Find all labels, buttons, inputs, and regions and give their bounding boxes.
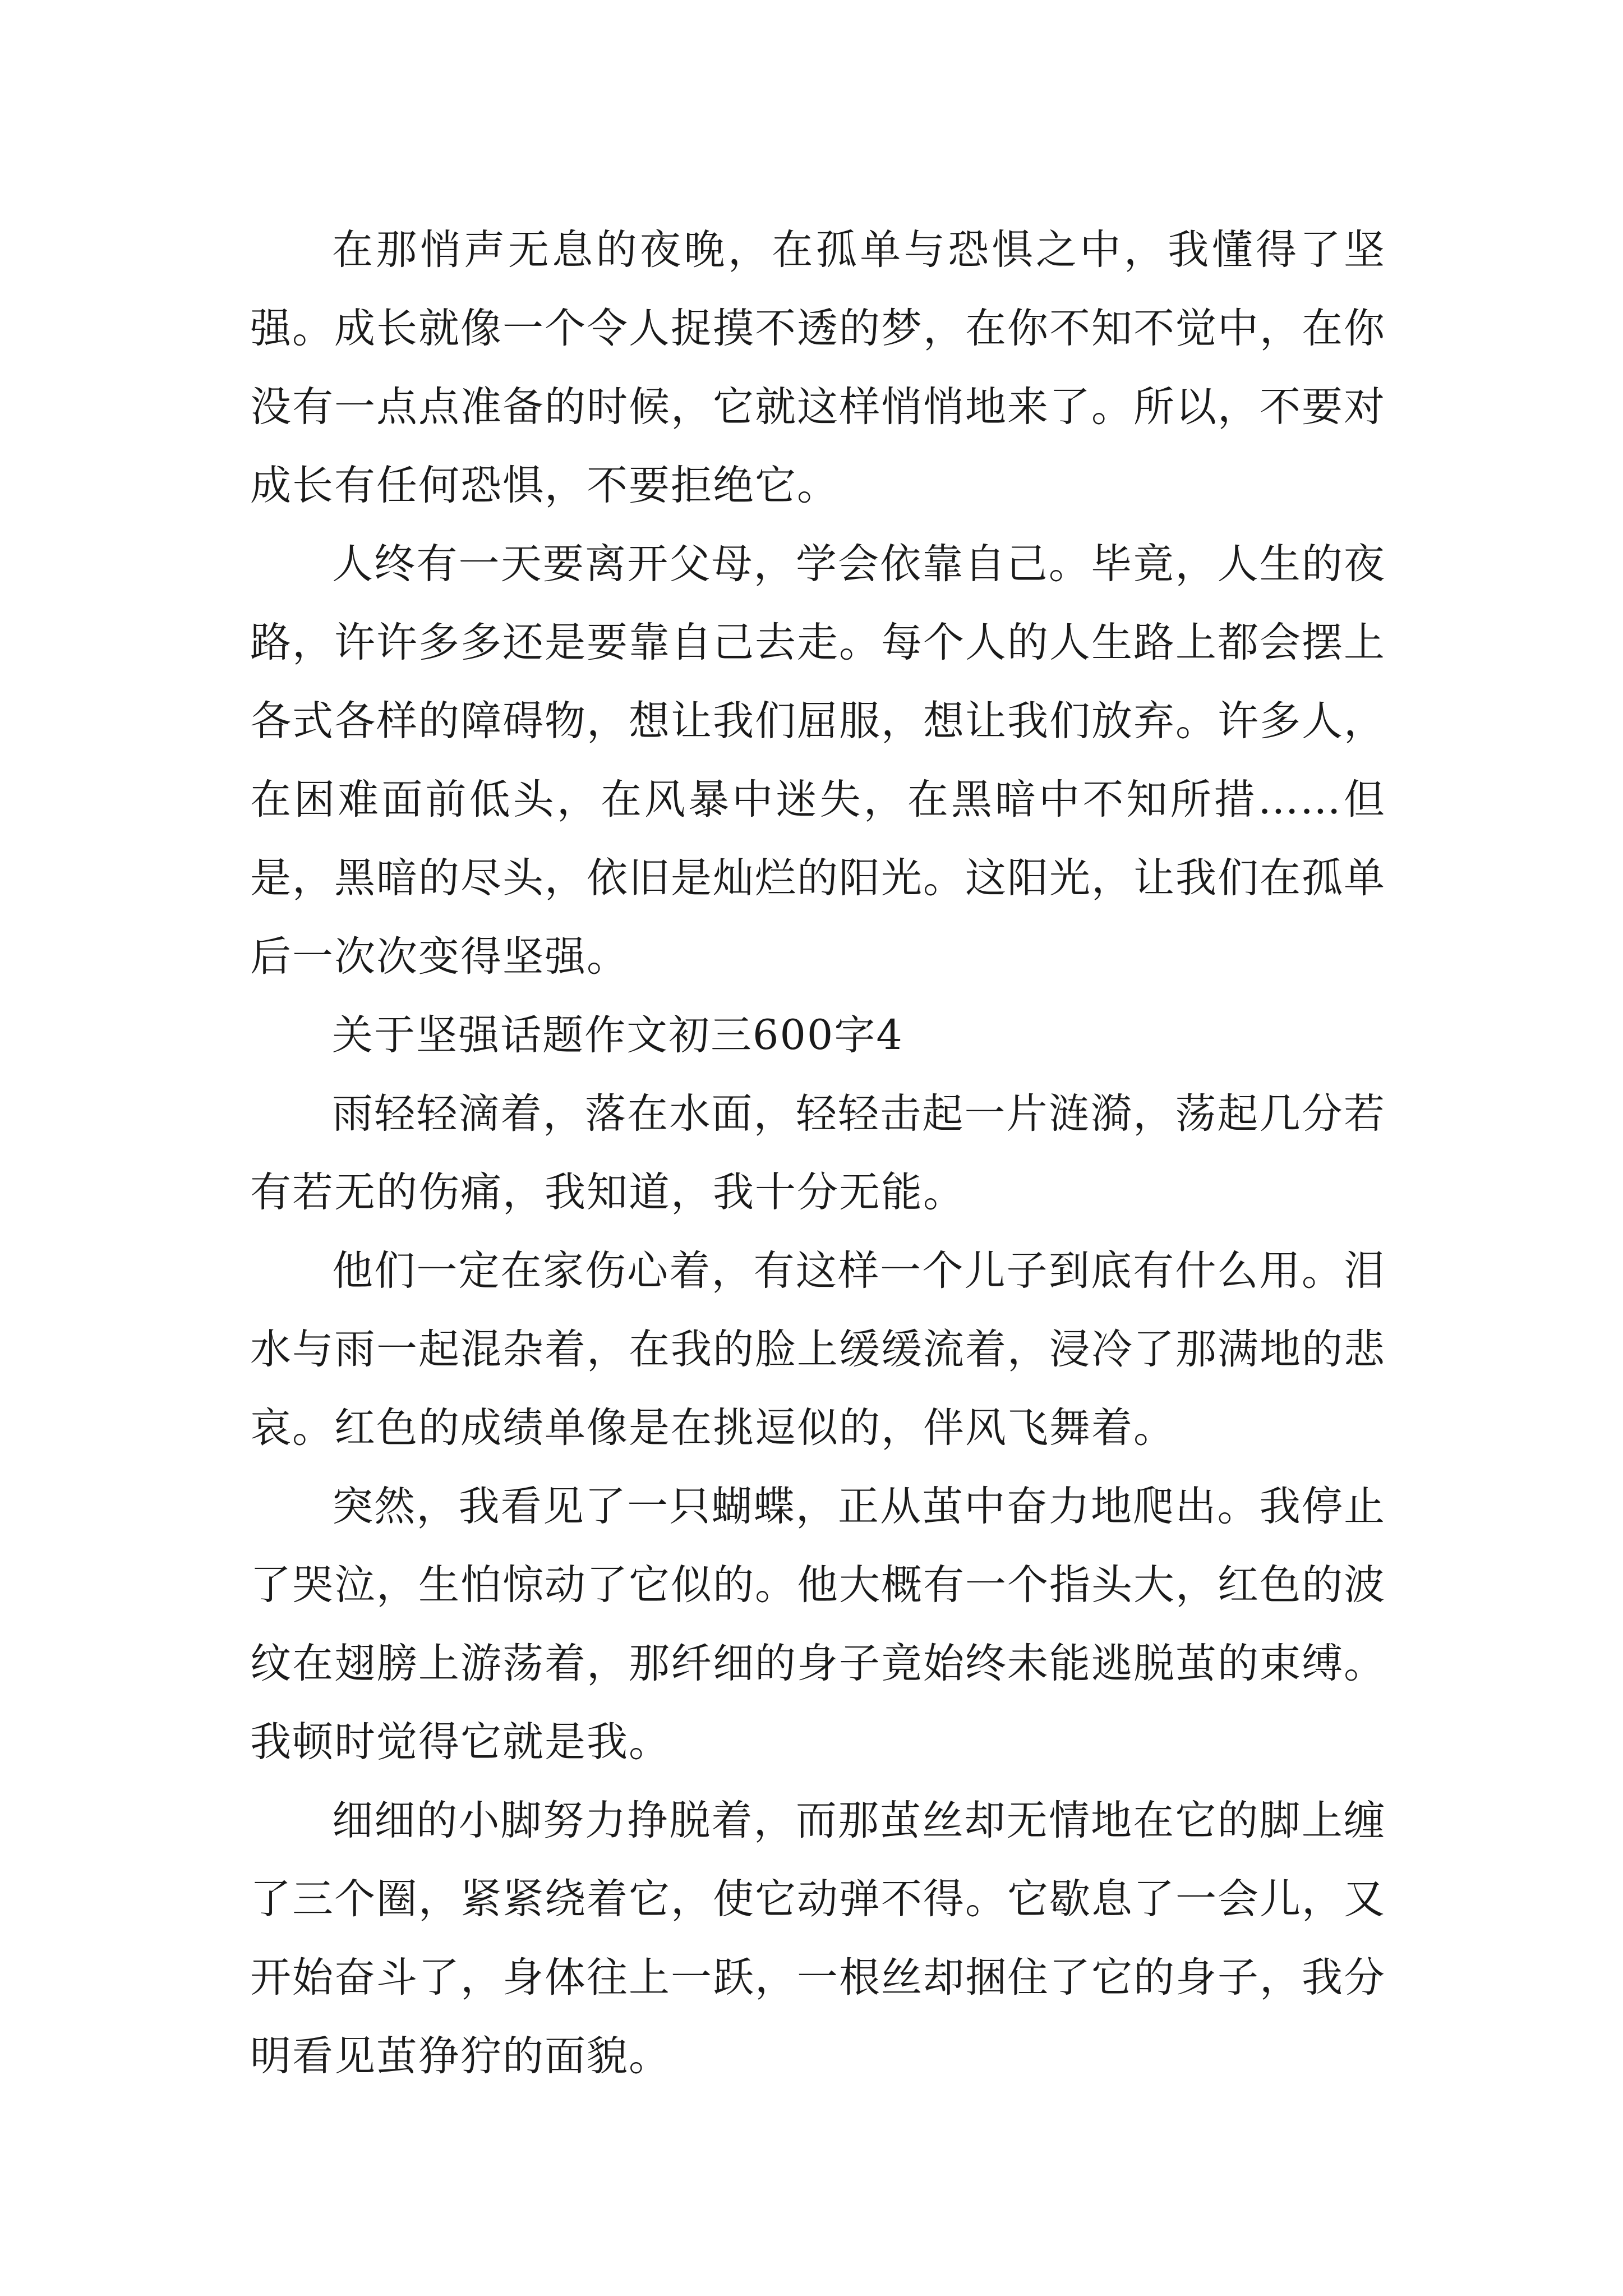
paragraph-2: 人终有一天要离开父母，学会依靠自己。毕竟，人生的夜路，许许多多还是要靠自己去走。每个人的人生路上都会摆上各式各样的障碍物，想让我们屈服，想让我们放弃。许多人，在困难面前低头，在风暴中迷失，在黑暗中不知所措……但是，黑暗的尽头，依旧是灿烂的阳光。这阳光，让我们在孤单后一次次变得坚强。 [250, 540, 1386, 981]
paragraph-4: 他们一定在家伤心着，有这样一个儿子到底有什么用。泪水与雨一起混杂着，在我的脸上缓缓流着，浸冷了那满地的悲哀。红色的成绩单像是在挑逗似的，伴风飞舞着。 [250, 1247, 1386, 1452]
body-text [250, 211, 1386, 2096]
paragraph-1: 在那悄声无息的夜晚，在孤单与恐惧之中，我懂得了坚强。成长就像一个令人捉摸不透的梦，在你不知不觉中，在你没有一点点准备的时候，它就这样悄悄地来了。所以，不要对成长有任何恐惧，不要拒绝它。 [250, 226, 1386, 509]
paragraph-5: 突然，我看见了一只蝴蝶，正从茧中奋力地爬出。我停止了哭泣，生怕惊动了它似的。他大概有一个指头大，红色的波纹在翅膀上游荡着，那纤细的身子竟始终未能逃脱茧的束缚。我顿时觉得它就是我。 [250, 1483, 1386, 1766]
section-heading: 关于坚强话题作文初三600字4 [332, 1011, 903, 1059]
paragraph-6: 细细的小脚努力挣脱着，而那茧丝却无情地在它的脚上缠了三个圈，紧紧绕着它，使它动弹不得。它歇息了一会儿，又开始奋斗了，身体往上一跃，一根丝却捆住了它的身子，我分明看见茧狰狞的面貌。 [250, 1797, 1386, 2080]
paragraph-3: 雨轻轻滴着，落在水面，轻轻击起一片涟漪，荡起几分若有若无的伤痛，我知道，我十分无能。 [250, 1090, 1386, 1216]
